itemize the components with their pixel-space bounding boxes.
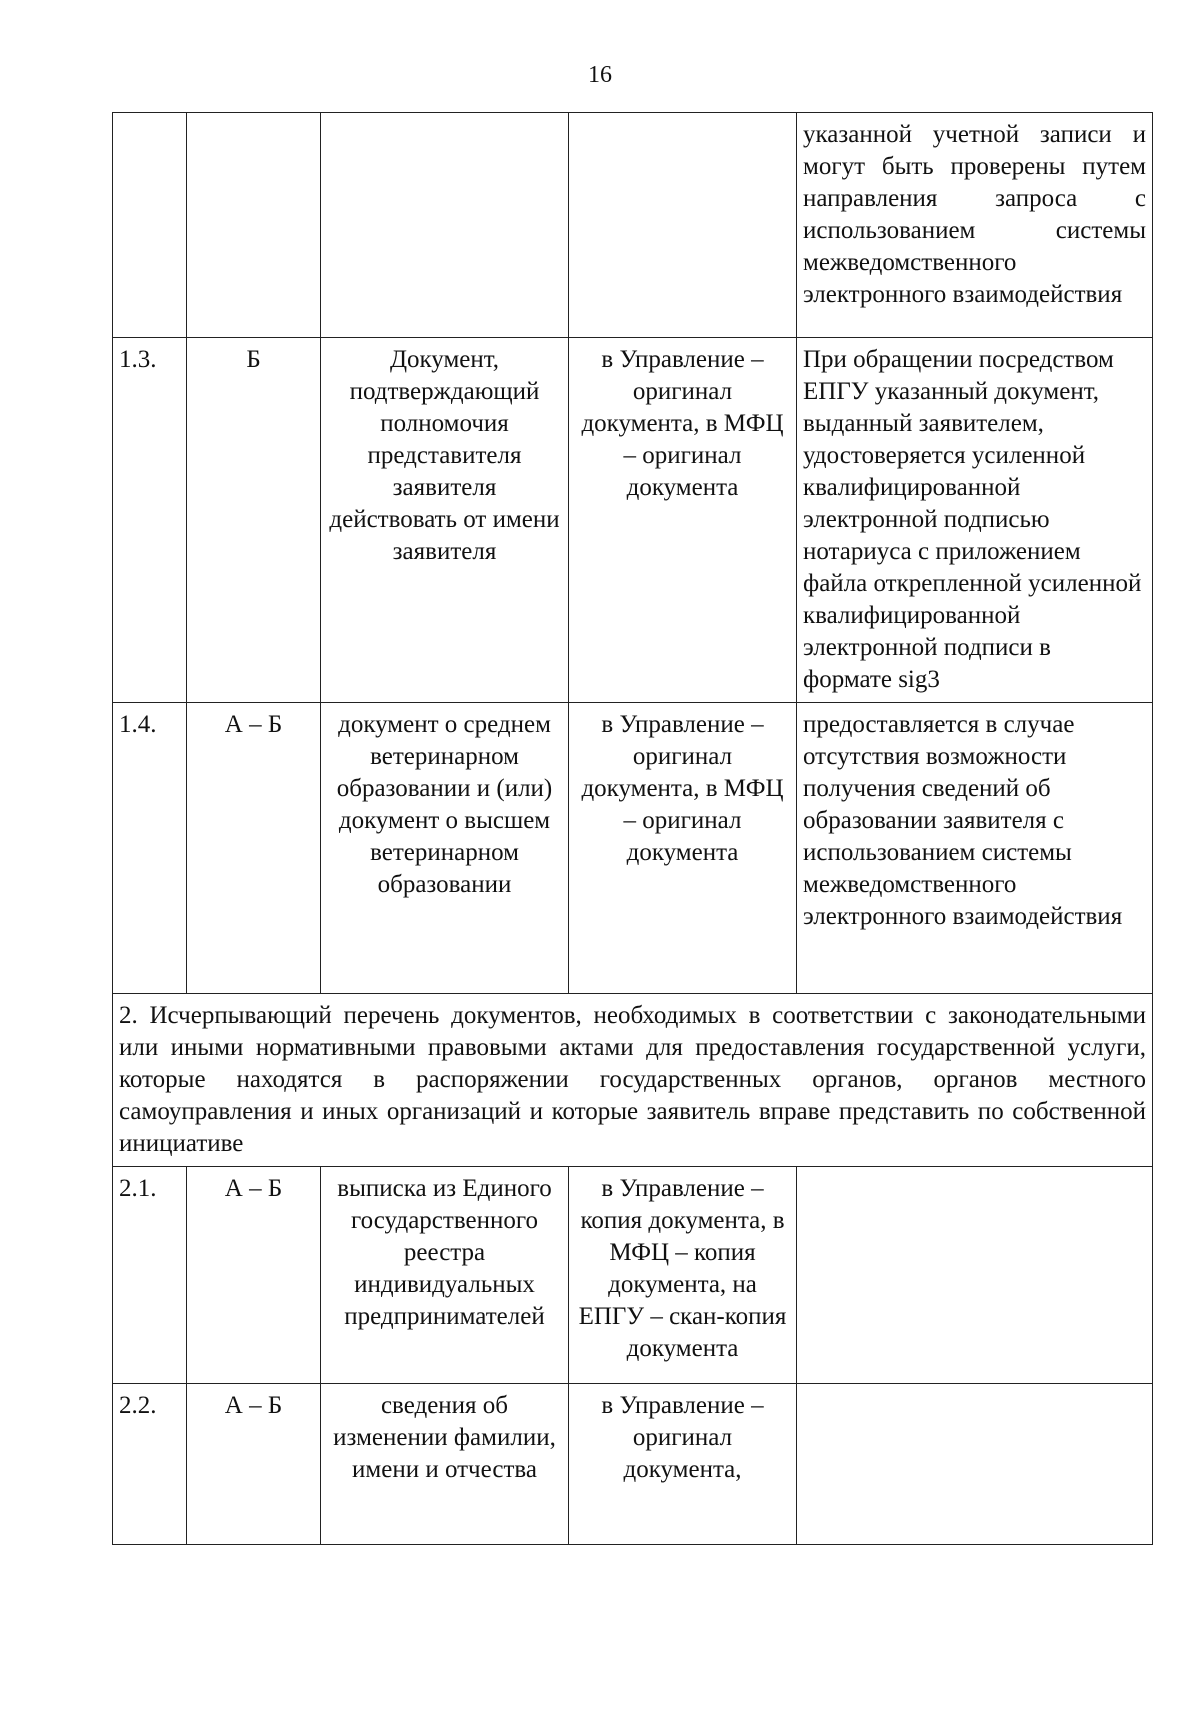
documents-table-container: [112, 112, 1152, 1545]
cell-num: 2.2.: [113, 1384, 187, 1545]
documents-table: [112, 112, 1153, 1545]
cell-note: [797, 1384, 1153, 1545]
cell-note: При обращении посредством ЕПГУ указанный документ, выданный заявителем, удостоверяется усиленной квалифицированной электронной подписью нотариуса с приложением файла открепленной усиленной квалифицированной электронной подписи в формате sig3: [797, 338, 1153, 703]
cell-category: А – Б: [187, 1384, 321, 1545]
cell-num: [113, 113, 187, 338]
cell-num: 1.3.: [113, 338, 187, 703]
table-row-2-2: [113, 1384, 1153, 1545]
table-row-1-4: [113, 703, 1153, 994]
cell-num: 1.4.: [113, 703, 187, 994]
cell-submission: в Управление – копия документа, в МФЦ – копия документа, на ЕПГУ – скан-копия документа: [569, 1167, 797, 1384]
page-number: 16: [588, 62, 612, 88]
table-row-1-3: [113, 338, 1153, 703]
table-row-section-2: [113, 994, 1153, 1167]
cell-submission: в Управление – оригинал документа,: [569, 1384, 797, 1545]
cell-submission: [569, 113, 797, 338]
cell-num: 2.1.: [113, 1167, 187, 1384]
cell-category: А – Б: [187, 1167, 321, 1384]
cell-submission: в Управление – оригинал документа, в МФЦ – оригинал документа: [569, 703, 797, 994]
cell-category: [187, 113, 321, 338]
section-heading: 2. Исчерпывающий перечень документов, необходимых в соответствии с законодательными или иными нормативными правовыми актами для предоставления государственной услуги, которые находятся в распоряжении государственных органов, органов местного самоуправления и иных организаций и которые заявитель вправе представить по собственной инициативе: [113, 994, 1153, 1167]
cell-document: [321, 113, 569, 338]
cell-document: сведения об изменении фамилии, имени и отчества: [321, 1384, 569, 1545]
cell-document: Документ, подтверждающий полномочия представителя заявителя действовать от имени заявителя: [321, 338, 569, 703]
cell-submission: в Управление – оригинал документа, в МФЦ – оригинал документа: [569, 338, 797, 703]
cell-document: документ о среднем ветеринарном образовании и (или) документ о высшем ветеринарном образовании: [321, 703, 569, 994]
cell-note: предоставляется в случае отсутствия возможности получения сведений об образовании заявителя с использованием системы межведомственного электронного взаимодействия: [797, 703, 1153, 994]
table-row-continuation: [113, 113, 1153, 338]
cell-document: выписка из Единого государственного реестра индивидуальных предпринимателей: [321, 1167, 569, 1384]
table-row-2-1: [113, 1167, 1153, 1384]
cell-category: Б: [187, 338, 321, 703]
cell-category: А – Б: [187, 703, 321, 994]
cell-note: [797, 1167, 1153, 1384]
cell-note: указанной учетной записи и могут быть проверены путем направления запроса с использованием системы межведомственного электронного взаимодействия: [797, 113, 1153, 338]
